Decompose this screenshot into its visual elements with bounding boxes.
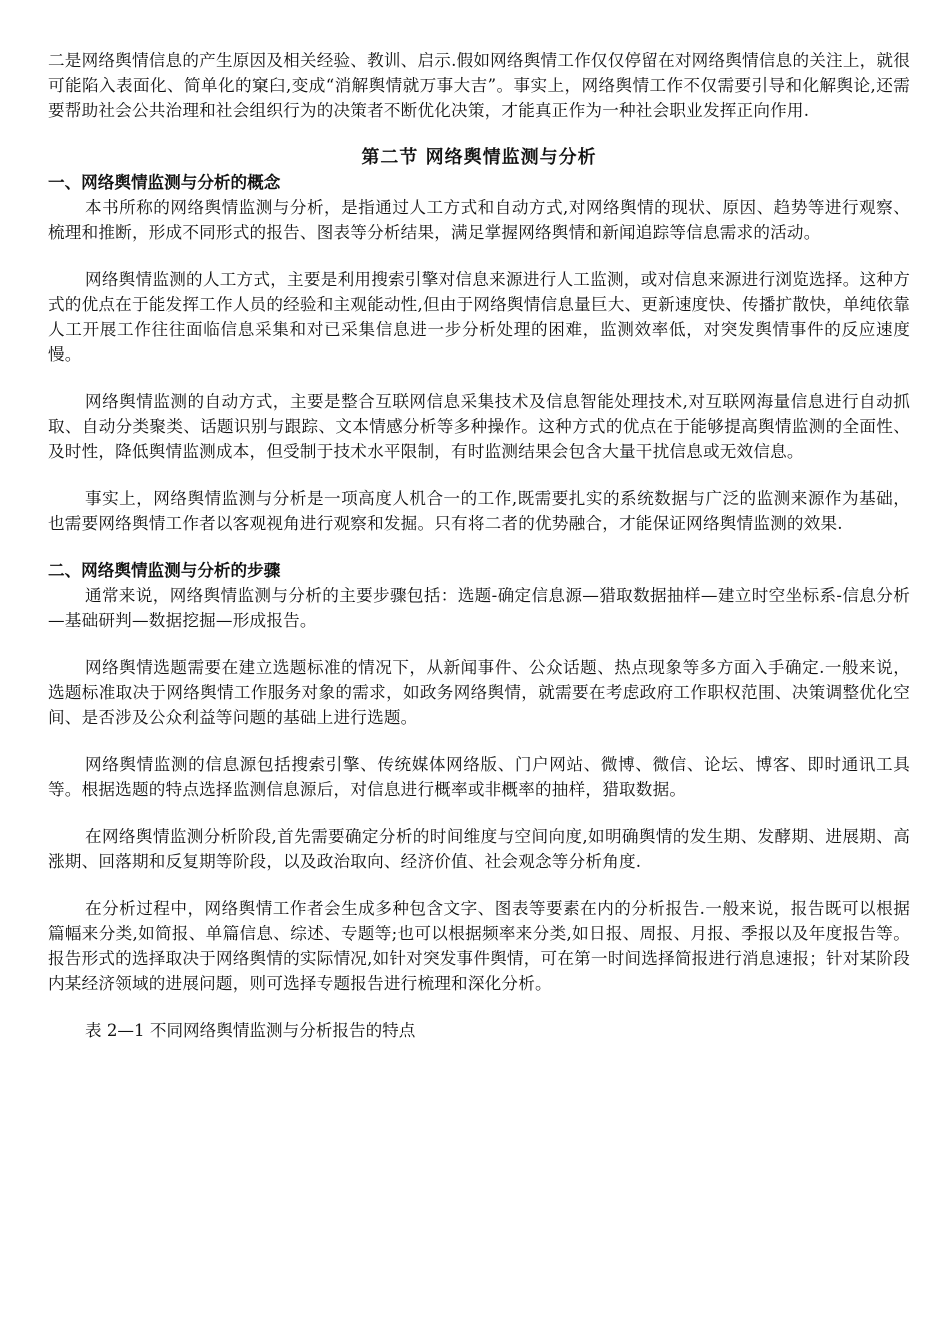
part2-paragraph-steps: 通常来说，网络舆情监测与分析的主要步骤包括：选题-确定信息源—猎取数据抽样—建立时空坐标系-信息分析—基础研判—数据挖掘—形成报告。 — [48, 586, 910, 630]
part1-paragraph-manual-method: 网络舆情监测的人工方式，主要是利用搜索引擎对信息来源进行人工监测，或对信息来源进行浏览选择。这种方式的优点在于能发挥工作人员的经验和主观能动性,但由于网络舆情信息量巨大、更新速度快、传播扩散快，单纯依靠人工开展工作往往面临信息采集和对已采集信息进一步分析处理的困难，监测效率低，对突发舆情事件的反应速度慢。 — [48, 270, 910, 364]
part2-paragraph-topic-selection: 网络舆情选题需要在建立选题标准的情况下，从新闻事件、公众话题、热点现象等多方面入手确定.一般来说，选题标准取决于网络舆情工作服务对象的需求，如政务网络舆情，就需要在考虑政府工作职权范围、决策调整优化空间、是否涉及公众利益等问题的基础上进行选题。 — [48, 658, 910, 727]
table-caption: 表 2—1 不同网络舆情监测与分析报告的特点 — [85, 1021, 416, 1040]
part2-paragraph-sources: 网络舆情监测的信息源包括搜索引擎、传统媒体网络版、门户网站、微博、微信、论坛、博客、即时通讯工具等。根据选题的特点选择监测信息源后，对信息进行概率或非概率的抽样，猎取数据。 — [48, 755, 910, 799]
part1-paragraph-conclusion: 事实上，网络舆情监测与分析是一项高度人机合一的工作,既需要扎实的系统数据与广泛的监测来源作为基础，也需要网络舆情工作者以客观视角进行观察和发掘。只有将二者的优势融合，才能保证网络舆情监测的效果. — [48, 489, 910, 533]
part2-paragraph-analysis-stage: 在网络舆情监测分析阶段,首先需要确定分析的时间维度与空间向度,如明确舆情的发生期、发酵期、进展期、高涨期、回落期和反复期等阶段，以及政治取向、经济价值、社会观念等分析角度. — [48, 827, 910, 871]
part2-heading: 二、网络舆情监测与分析的步骤 — [48, 560, 281, 580]
part1-paragraph-definition: 本书所称的网络舆情监测与分析，是指通过人工方式和自动方式,对网络舆情的现状、原因、趋势等进行观察、梳理和推断，形成不同形式的报告、图表等分析结果，满足掌握网络舆情和新闻追踪等信息需求的活动。 — [48, 198, 910, 242]
part1-heading: 一、网络舆情监测与分析的概念 — [48, 173, 281, 192]
part1-paragraph-automatic-method: 网络舆情监测的自动方式，主要是整合互联网信息采集技术及信息智能处理技术,对互联网海量信息进行自动抓取、自动分类聚类、话题识别与跟踪、文本情感分析等多种操作。这种方式的优点在于能够提高舆情监测的全面性、及时性，降低舆情监测成本，但受制于技术水平限制，有时监测结果会包含大量干扰信息或无效信息。 — [48, 392, 910, 461]
part2-paragraph-reports: 在分析过程中，网络舆情工作者会生成多种包含文字、图表等要素在内的分析报告.一般来说，报告既可以根据篇幅来分类,如简报、单篇信息、综述、专题等;也可以根据频率来分类,如日报、周报、月报、季报以及年度报告等。报告形式的选择取决于网络舆情的实际情况,如针对突发事件舆情，可在第一时间选择简报进行消息速报；针对某阶段内某经济领域的进展问题，则可选择专题报告进行梳理和深化分析。 — [48, 899, 910, 993]
section-title: 第二节 网络舆情监测与分析 — [361, 147, 597, 168]
intro-paragraph: 二是网络舆情信息的产生原因及相关经验、教训、启示.假如网络舆情工作仅仅停留在对网络舆情信息的关注上，就很可能陷入表面化、简单化的窠臼,变成“消解舆情就万事大吉”。事实上，网络舆情工作不仅需要引导和化解舆论,还需要帮助社会公共治理和社会组织行为的决策者不断优化决策，才能真正作为一种社会职业发挥正向作用. — [48, 51, 910, 120]
document-page — [48, 48, 910, 1043]
